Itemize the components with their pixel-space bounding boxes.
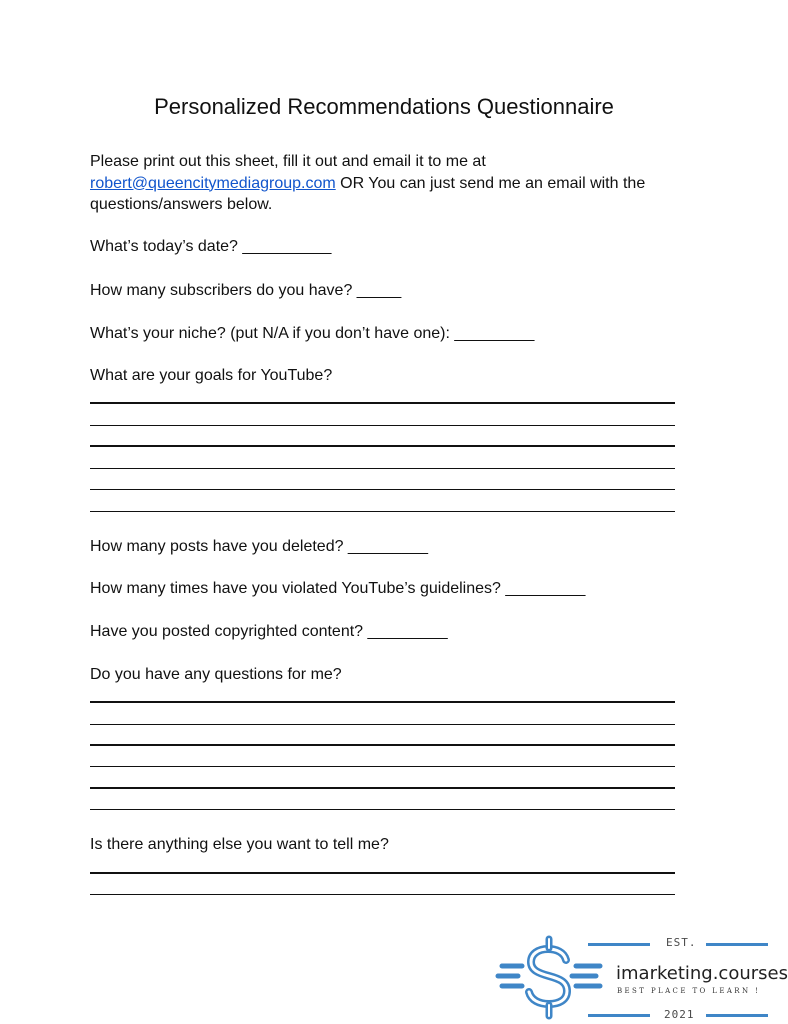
- logo-brand-name: imarketing.courses: [616, 963, 788, 984]
- question-violations: How many times have you violated YouTube’s guidelines? _________: [90, 580, 586, 597]
- page-title: Personalized Recommendations Questionnaire: [154, 94, 614, 119]
- question-copyright: Have you posted copyrighted content? _________: [90, 623, 448, 640]
- logo-est-label: EST.: [666, 936, 697, 949]
- question-goals: What are your goals for YouTube?: [90, 367, 333, 384]
- logo-rule-top-right: [706, 943, 768, 946]
- logo-rule-bottom-right: [706, 1014, 768, 1017]
- questions-answer-line[interactable]: [90, 724, 675, 725]
- intro-text-start: Please print out this sheet, fill it out and email it to me at: [90, 153, 486, 170]
- goals-answer-line[interactable]: [90, 445, 675, 447]
- intro-paragraph: [90, 151, 680, 216]
- imarketing-courses-logo: [494, 930, 788, 1024]
- anything-else-answer-line[interactable]: [90, 872, 675, 874]
- email-link[interactable]: robert@queencitymediagroup.com: [90, 174, 336, 192]
- question-deleted-posts: How many posts have you deleted? _________: [90, 538, 429, 555]
- question-questions-for-me: Do you have any questions for me?: [90, 666, 342, 683]
- goals-answer-line[interactable]: [90, 511, 675, 512]
- intro-text-end: OR You can just send me an email with the questions/answers below.: [90, 174, 646, 213]
- questions-answer-line[interactable]: [90, 744, 675, 746]
- questions-answer-line[interactable]: [90, 701, 675, 703]
- logo-rule-bottom-left: [588, 1014, 650, 1017]
- goals-answer-line[interactable]: [90, 402, 675, 404]
- anything-else-answer-line[interactable]: [90, 894, 675, 895]
- question-subscribers: How many subscribers do you have? _____: [90, 282, 402, 299]
- questions-answer-line[interactable]: [90, 787, 675, 789]
- logo-tagline: BEST PLACE TO LEARN !: [617, 987, 761, 995]
- logo-year-label: 2021: [664, 1008, 695, 1021]
- question-niche: What’s your niche? (put N/A if you don’t have one): _________: [90, 325, 535, 342]
- question-date: What’s today’s date? __________: [90, 238, 332, 255]
- goals-answer-line[interactable]: [90, 425, 675, 426]
- question-anything-else: Is there anything else you want to tell me?: [90, 836, 389, 853]
- goals-answer-line[interactable]: [90, 468, 675, 469]
- logo-rule-top-left: [588, 943, 650, 946]
- questions-answer-line[interactable]: [90, 809, 675, 810]
- goals-answer-line[interactable]: [90, 489, 675, 490]
- questions-answer-line[interactable]: [90, 766, 675, 767]
